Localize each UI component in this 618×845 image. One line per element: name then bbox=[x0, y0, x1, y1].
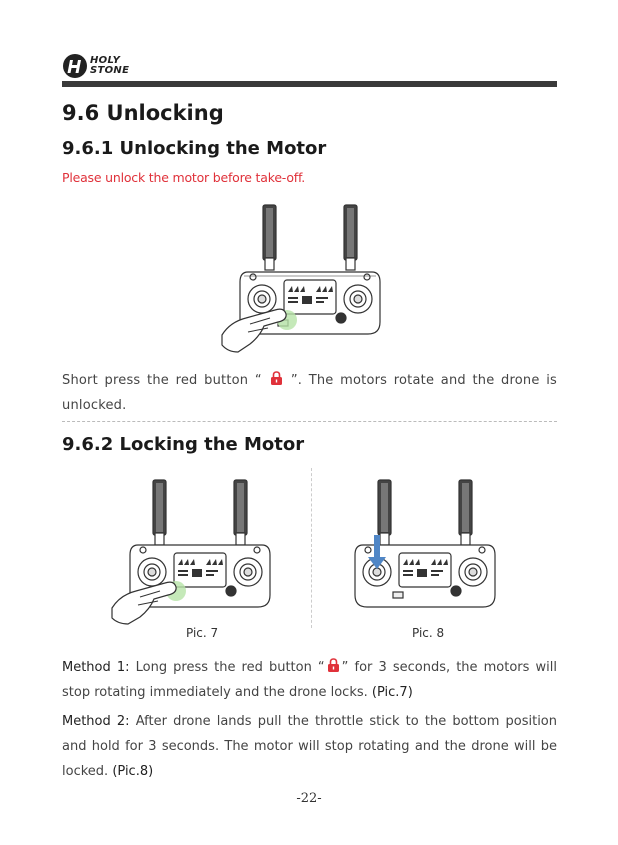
holystone-logo-icon bbox=[62, 53, 88, 79]
method1-text-part2: ” for 3 seconds, the motors will stop rotating immediately and the drone locks. bbox=[62, 660, 557, 700]
unlock-desc-part2: ”. The motors rotate and the drone is unlocked. bbox=[62, 373, 557, 413]
lock-heading: 9.6.2 Locking the Motor bbox=[62, 434, 305, 455]
unlock-desc-part1: Short press the red button “ bbox=[62, 373, 262, 388]
method1-text-part1: Long press the red button “ bbox=[129, 660, 325, 675]
pic8-controller-illustration bbox=[335, 475, 515, 625]
method2-pic-ref: (Pic.8) bbox=[112, 764, 154, 779]
method1-pic-ref: (Pic.7) bbox=[371, 685, 413, 700]
pic7-controller-illustration bbox=[110, 475, 290, 625]
method2-paragraph bbox=[62, 709, 557, 784]
brand-name-line2: STONE bbox=[90, 65, 130, 76]
red-lock-icon bbox=[327, 658, 340, 673]
method2-label: Method 2: bbox=[62, 714, 130, 729]
page-number: -22- bbox=[296, 791, 322, 806]
section-divider bbox=[62, 421, 557, 422]
method2-text: After drone lands pull the throttle stick to the bottom position and hold for 3 seconds. The motor will stop rotating and the drone will be locked. bbox=[62, 714, 557, 779]
unlock-description bbox=[62, 368, 557, 418]
section-title: 9.6 Unlocking bbox=[62, 101, 224, 125]
brand-logo bbox=[62, 53, 142, 79]
brand-name-line1: HOLY bbox=[90, 55, 121, 66]
red-lock-icon bbox=[270, 371, 283, 386]
unlock-warning: Please unlock the motor before take-off. bbox=[62, 170, 306, 185]
method1-paragraph bbox=[62, 655, 557, 705]
method1-label: Method 1: bbox=[62, 660, 130, 675]
pic7-caption: Pic. 7 bbox=[186, 626, 219, 640]
pic8-caption: Pic. 8 bbox=[412, 626, 445, 640]
unlock-controller-illustration bbox=[220, 200, 400, 360]
unlock-heading: 9.6.1 Unlocking the Motor bbox=[62, 138, 327, 159]
header-rule bbox=[62, 81, 557, 87]
figure-divider bbox=[311, 468, 312, 628]
